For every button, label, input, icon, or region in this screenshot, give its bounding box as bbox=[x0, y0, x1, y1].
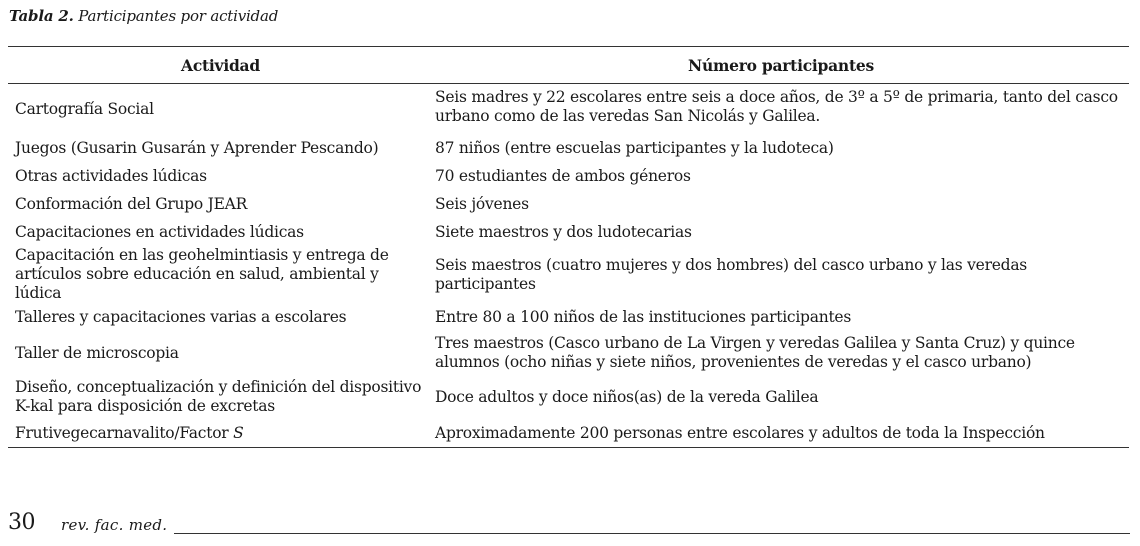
activity-cell: Otras actividades lúdicas bbox=[15, 166, 207, 185]
participants-cell: 70 estudiantes de ambos géneros bbox=[435, 166, 691, 185]
table-row bbox=[8, 190, 1129, 218]
table-caption-label: Tabla 2. bbox=[9, 7, 74, 25]
header-participants: Número participantes bbox=[433, 47, 1129, 84]
activity-cell: Capacitación en las geohelmintiasis y entrega de artículos sobre educación en salud, ambiental y lúdica bbox=[15, 246, 389, 302]
participants-cell: Aproximadamente 200 personas entre escolares y adultos de toda la Inspección bbox=[435, 423, 1045, 442]
participants-table-container bbox=[8, 46, 1129, 448]
activity-cell: Taller de microscopia bbox=[15, 343, 179, 362]
participants-table bbox=[8, 46, 1129, 448]
activity-cell: Diseño, conceptualización y definición del dispositivo K-kal para disposición de excretas bbox=[15, 378, 422, 415]
participants-cell: Entre 80 a 100 niños de las instituciones participantes bbox=[435, 307, 852, 326]
table-row bbox=[8, 375, 1129, 419]
page-footer bbox=[8, 510, 1130, 538]
activity-cell: Capacitaciones en actividades lúdicas bbox=[15, 222, 304, 241]
footer-rule bbox=[174, 533, 1130, 534]
journal-name: rev. fac. med. bbox=[61, 516, 168, 534]
activity-cell: Cartografía Social bbox=[15, 99, 154, 118]
header-activity: Actividad bbox=[8, 47, 433, 84]
participants-cell: Tres maestros (Casco urbano de La Virgen y veredas Galilea y Santa Cruz) y quince alumnos (ocho niñas y siete niños, provenientes de veredas y el casco urbano) bbox=[435, 334, 1075, 371]
table-row bbox=[8, 331, 1129, 375]
activity-cell: Talleres y capacitaciones varias a escolares bbox=[15, 307, 347, 326]
page-number: 30 bbox=[8, 510, 35, 535]
table-caption bbox=[9, 7, 278, 25]
participants-cell: Seis maestros (cuatro mujeres y dos hombres) del casco urbano y las veredas participantes bbox=[435, 255, 1028, 293]
activity-cell: Juegos (Gusarin Gusarán y Aprender Pescando) bbox=[15, 138, 379, 157]
table-row bbox=[8, 246, 1129, 303]
participants-cell: 87 niños (entre escuelas participantes y la ludoteca) bbox=[435, 138, 834, 157]
participants-cell: Seis madres y 22 escolares entre seis a doce años, de 3º a 5º de primaria, tanto del casco urbano como de las veredas San Nicolás y Galilea. bbox=[435, 88, 1118, 125]
participants-cell: Siete maestros y dos ludotecarias bbox=[435, 222, 692, 241]
table-caption-title: Participantes por actividad bbox=[78, 7, 279, 25]
activity-italic-letter: S bbox=[233, 423, 244, 442]
table-row bbox=[8, 218, 1129, 246]
activity-text: Frutivegecarnavalito/Factor bbox=[15, 423, 234, 442]
participants-cell: Seis jóvenes bbox=[435, 194, 529, 213]
table-row bbox=[8, 162, 1129, 190]
activity-cell bbox=[8, 419, 433, 448]
table-row bbox=[8, 419, 1129, 448]
table-row bbox=[8, 134, 1129, 162]
activity-cell: Conformación del Grupo JEAR bbox=[15, 194, 248, 213]
table-row bbox=[8, 84, 1129, 135]
table-row bbox=[8, 303, 1129, 331]
table-header-row bbox=[8, 47, 1129, 84]
participants-cell: Doce adultos y doce niños(as) de la vereda Galilea bbox=[435, 387, 819, 406]
